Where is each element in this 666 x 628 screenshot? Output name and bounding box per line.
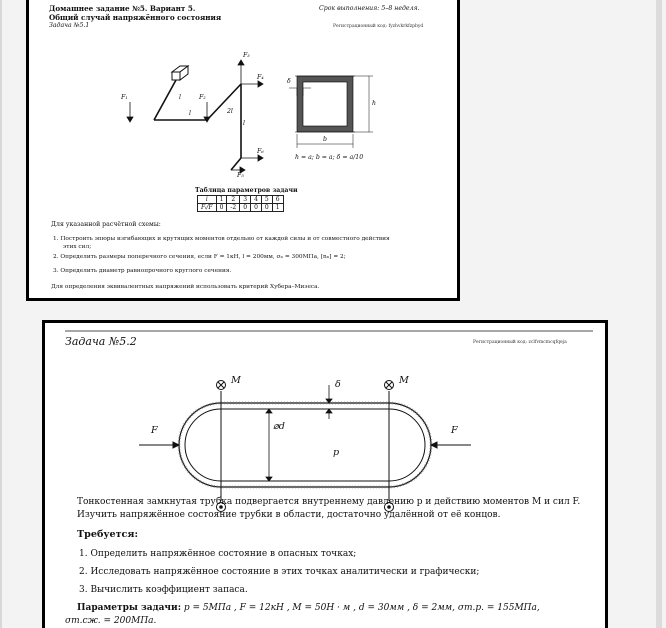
label-force-right: F bbox=[451, 425, 458, 436]
label-diameter: ⌀d bbox=[273, 421, 285, 432]
table-cell: 2 bbox=[227, 196, 240, 204]
cross-section bbox=[289, 76, 373, 148]
label-h: h bbox=[372, 100, 376, 107]
section-dimensions: h = a; b = a; δ = a/10 bbox=[295, 154, 364, 161]
task-label: Задача №5.2 bbox=[65, 335, 137, 348]
label-l-top: l bbox=[179, 94, 181, 101]
table-cell: -2 bbox=[227, 204, 240, 212]
list-item: 3. Определить диаметр равнопрочного круглого сечения. bbox=[53, 268, 232, 274]
criterion-text: Для определения эквивалентных напряжений использовать критерий Хубера–Мизеса. bbox=[51, 284, 320, 290]
label-delta: δ bbox=[287, 78, 291, 85]
fixed-support bbox=[172, 66, 188, 80]
task-label: Задача №5.1 bbox=[49, 22, 90, 29]
label-l-vertical: l bbox=[243, 120, 245, 127]
label-wall-thickness: δ bbox=[335, 379, 341, 390]
registration-code: Регистрационный код: fyzhvkrkfzpbyd bbox=[333, 24, 424, 29]
table-cell: 6 bbox=[272, 196, 283, 204]
label-pressure: p bbox=[333, 447, 340, 458]
table-cell: 1 bbox=[216, 196, 227, 204]
table-cell: 4 bbox=[251, 196, 262, 204]
parameters-line bbox=[77, 603, 540, 613]
deadline-text: Срок выполнения: 5–8 неделя. bbox=[319, 5, 420, 12]
list-item: 1. Определить напряжённое состояние в опасных точках; bbox=[79, 549, 357, 559]
label-b: b bbox=[323, 136, 327, 143]
table-cell: 0 bbox=[261, 204, 272, 212]
label-f1: F₁ bbox=[121, 94, 128, 101]
problem-description: Тонкостенная замкнутая трубка подвергается внутреннему давлению p и действию моментов M и сил F. bbox=[77, 497, 581, 507]
intro-text: Для указанной расчётной схемы: bbox=[51, 221, 161, 228]
sheet-subtitle: Общий случай напряжённого состояния bbox=[49, 13, 222, 22]
frame-members bbox=[154, 80, 241, 170]
label-f3: F₃ bbox=[243, 52, 250, 59]
label-f4: F₄ bbox=[257, 74, 264, 81]
table-cell: 5 bbox=[261, 196, 272, 204]
table-row bbox=[198, 204, 284, 212]
label-moment-right: M bbox=[399, 375, 409, 386]
table-cell: 0 bbox=[251, 204, 262, 212]
problem-description-2: Изучить напряжённое состояние трубки в области, достаточно удалённой от её концов. bbox=[77, 510, 501, 520]
parameters-label: Параметры задачи: bbox=[77, 603, 182, 613]
force-arrows bbox=[127, 60, 263, 173]
table-cell: i bbox=[198, 196, 217, 204]
table-cell: 0 bbox=[216, 204, 227, 212]
list-item: 2. Исследовать напряжённое состояние в этих точках аналитически и графически; bbox=[79, 567, 480, 577]
label-moment-left: M bbox=[231, 375, 241, 386]
label-force-left: F bbox=[151, 425, 158, 436]
label-f2: F₂ bbox=[199, 94, 206, 101]
parameters-values: p = 5МПа , F = 12кН , M = 50Н · м , d = 30мм , δ = 2мм, σт.р. = 155МПа, bbox=[183, 603, 540, 613]
list-item: 1. Построить эпюры изгибающих и крутящих моментов отдельно от каждой силы и от совместного действия bbox=[53, 236, 390, 242]
label-f5: F₅ bbox=[237, 172, 244, 179]
sheet-title: Домашнее задание №5. Вариант 5. bbox=[49, 4, 196, 13]
tube-diagram bbox=[45, 323, 608, 628]
label-2l: 2l bbox=[227, 108, 233, 115]
member-1 bbox=[154, 80, 176, 120]
table-title: Таблица параметров задачи bbox=[195, 187, 298, 194]
label-f6: F₆ bbox=[257, 148, 264, 155]
assignment-sheet-5-1 bbox=[26, 0, 460, 301]
list-item: 3. Вычислить коэффициент запаса. bbox=[79, 585, 248, 595]
table-cell: 3 bbox=[240, 196, 251, 204]
required-heading: Требуется: bbox=[77, 529, 139, 540]
table-cell: 0 bbox=[240, 204, 251, 212]
page-left-edge bbox=[0, 0, 2, 628]
list-item: этих сил; bbox=[63, 244, 92, 250]
table-header-row bbox=[198, 196, 284, 204]
assignment-sheet-5-2 bbox=[42, 320, 608, 628]
table-cell: Fᵢ/F bbox=[198, 204, 217, 212]
parameters-values-2: σт.сж. = 200МПа. bbox=[65, 616, 157, 626]
scrollbar[interactable] bbox=[656, 0, 662, 628]
member-5 bbox=[231, 158, 241, 170]
parameters-table bbox=[197, 195, 284, 212]
member-3 bbox=[207, 84, 241, 120]
registration-code: Регистрационный код: zclfvmcmcqfqeja bbox=[473, 340, 567, 345]
label-l-bottom: l bbox=[189, 110, 191, 117]
list-item: 2. Определить размеры поперечного сечения, если F = 1кН, l = 200мм, σₙ = 300МПа, [nₙ] = 2; bbox=[53, 254, 346, 260]
table-cell: 1 bbox=[272, 204, 283, 212]
